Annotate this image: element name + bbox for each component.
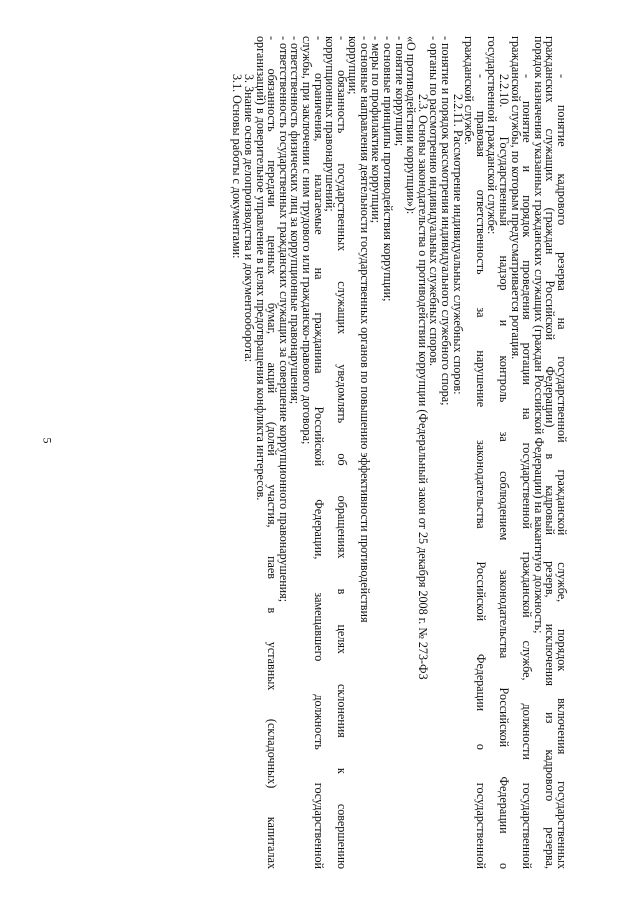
text-line: гражданской службе. <box>462 36 477 145</box>
text-line: - ответственность государственных гражданских служащих за совершение коррупционного правонарушения; <box>276 36 291 603</box>
text-line: 3. Знание основ делопроизводства и документооборота: <box>241 74 256 363</box>
text-line: - понятие коррупции; <box>392 36 407 147</box>
text-line: - обязанность передачи ценных бумаг, акций (долей участия, паев в уставных (складочных) капиталах <box>265 36 280 869</box>
text-line: 2.2.10. Государственный надзор и контроль за соблюдением законодательства Российской Федерации о <box>497 74 512 869</box>
text-line: гражданской службы, по которым предусматривается ротация. <box>508 36 523 360</box>
text-line: - основные принципы противодействия коррупции; <box>381 36 396 302</box>
text-line: службы, при заключении с ним трудового или гражданско-правового договора; <box>299 36 314 445</box>
rotated-text-block <box>67 36 567 869</box>
text-line: коррупции; <box>346 36 361 95</box>
text-line: порядок назначения указанных гражданских служащих (граждан Российской Федерации) на вакантную должность; <box>531 36 546 634</box>
text-line: - понятие и порядок проведения ротации на государственной гражданской службе, должности государственной <box>520 74 535 869</box>
text-line: - меры по профилактике коррупции; <box>369 36 384 224</box>
text-line: 3.1. Основы работы с документами: <box>230 74 245 259</box>
text-line: - ответственность физических лиц за коррупционные правонарушения; <box>288 36 303 405</box>
text-line: - обязанность государственных служащих уведомлять об обращениях в целях склонения к совершению <box>334 36 349 869</box>
text-line: 2.3. Основы законодательства о противодействии коррупции (Федеральный закон от 25 декабря 2008 г. № 273-ФЗ <box>415 94 430 680</box>
text-line: - основные направления деятельности государственных органов по повышению эффективности противодействия <box>357 36 372 623</box>
text-line: «О противодействии коррупции»): <box>404 36 419 215</box>
text-line: - понятие и порядок рассмотрения индивидуального служебного спора; <box>439 36 454 406</box>
text-line: - правовая ответственность за нарушение законодательства Российской Федерации о государственной <box>473 74 488 869</box>
text-line: коррупционных правонарушений; <box>323 36 338 212</box>
text-line: организаций) в доверительное управление в целях предотвращения конфликта интересов. <box>253 36 268 501</box>
text-line: государственной гражданской службе: <box>485 36 500 235</box>
text-line: 2.2.11. Рассмотрение индивидуальных служебных споров: <box>450 94 465 395</box>
text-line: - понятие кадрового резерва на государственной гражданской службе, порядок включения государственных <box>555 74 569 869</box>
page-number: 5 <box>40 437 55 444</box>
text-line: - органы по рассмотрению индивидуальных служебных споров. <box>427 36 442 367</box>
text-line: гражданских служащих (граждан Российской Федерации) в кадровый резерв, исключения из кадрового резерва, <box>543 36 558 869</box>
text-line: - ограничения, налагаемые на гражданина Российской Федерации, замещавшего должность государственной <box>311 36 326 869</box>
